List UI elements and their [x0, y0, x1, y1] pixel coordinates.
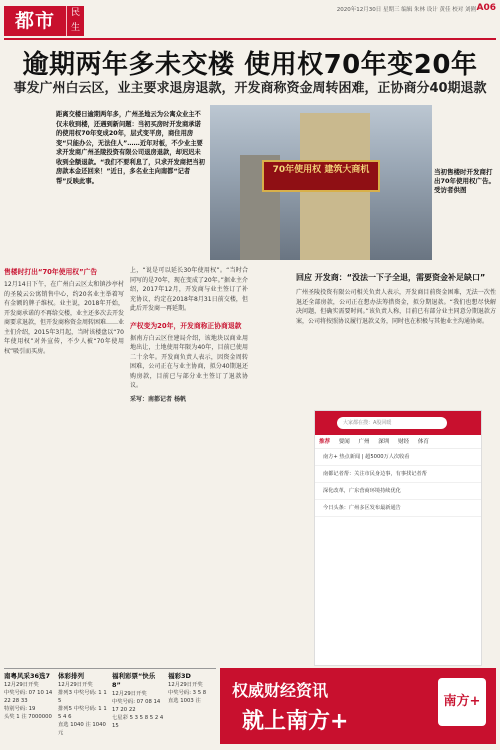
phone-news-item: 南方+ 热点新闻 | 超5000万人次收看	[315, 449, 481, 466]
dateline: 2020年12月30日 星期三 编辑 朱林 设计 黄佳 校对 刘俐	[336, 7, 476, 13]
subheadline: 事发广州白云区，业主要求退房退款，开发商称资金周转困难，正协商分40期退款	[13, 81, 487, 96]
section-logo: 都市	[4, 6, 66, 36]
nanfang-plus-logo: 南方+	[438, 678, 486, 726]
phone-tab: 体育	[417, 439, 429, 445]
section-label: 民生	[66, 6, 84, 36]
masthead	[0, 0, 500, 44]
left-column	[4, 266, 124, 356]
lottery-block	[112, 672, 164, 730]
lottery-line: 12月29日开奖	[112, 691, 147, 697]
response-box	[296, 272, 496, 326]
lottery-line: 12月29日开奖	[168, 682, 203, 688]
phone-tab: 广州	[358, 439, 370, 445]
lottery-line: 排列3 中奖号码: 1 1 5	[58, 690, 107, 704]
phone-tab: 推荐	[319, 439, 331, 445]
lottery-title: 体彩排列	[58, 672, 84, 680]
phone-search-bar: 大家都在搜：A股回暖	[337, 417, 447, 429]
lottery-line: 头奖 1 注 7000000	[4, 714, 52, 720]
lottery-block	[168, 672, 216, 705]
phone-tab: 深圳	[378, 439, 390, 445]
photo-banner: 70年使用权 建筑大商机	[262, 160, 380, 192]
ad-line-2: 就上南方+	[242, 709, 349, 734]
mid-body-text-1: 上，“说是可以延长30年使用权”。“当时合同写的是70年，现在变成了20年。”据业主介绍，2017年12月，开发商与业主签订了补充协议，约定在2018年8月31日前交楼，但此后开发商一再延期。	[130, 267, 248, 312]
response-title: 回应 开发商：“没法一下子全退，需要资金补足缺口”	[296, 273, 486, 282]
lottery-line: 12月29日开奖	[4, 682, 39, 688]
lede-paragraph: 距离交楼日逾期两年多，广州圣地云为公寓众业主不仅未收到楼，还遇到新问题：当初买房时开发商承诺的使用权70年变成20年，层式变平房，商住用房变“只能办公，无法住人”……近年对板，不少业主要求开发商广州圣陵投资有限公司退房退款，却迟迟未收到全额退款。“我们不要利息了，只求开发商把当初房款本金还回来！”近日，多名业主向南都“记者帮”反映此事。	[56, 111, 205, 185]
ad-line-1: 权威财经资讯	[232, 681, 329, 700]
headline: 逾期两年多未交楼 使用权70年变20年	[22, 50, 478, 80]
lottery-title: 福利彩票“快乐8”	[112, 672, 156, 689]
response-text: 广州圣陵投资有限公司相关负责人表示，开发商目前资金困难，无法一次性退还全部房款，公司正在想办法筹措资金，拟分期退款。“我们也想尽快解决问题，但确实需要时间。”该负责人称，目前已有部分业主同意分期退款方案，公司将按照协议履行退款义务，同时也在积极与其他业主沟通协商。	[296, 289, 496, 325]
phone-tabs	[315, 435, 481, 449]
lottery-title: 福彩3D	[168, 672, 191, 680]
byline: 采写：南都记者 杨帆	[130, 395, 187, 403]
lottery-line: 七星彩 5 3 5 8 5 2 4 15	[112, 715, 164, 729]
lottery-line: 中奖号码: 07 10 14 22 28 33	[4, 690, 53, 704]
left-body-text: 12月14日下午，在广州白云区太和镇沙亭村的圣陵云公寓销售中心，约20名业主举着写有金额的牌子维权。业主说，2018年开始，开发商承诺的不再给交楼，业主还多次去开发商要求退款，但开发商称资金周转困难……业主们介绍，2015年3月起，当时该楼盘以“70年使用权”对外宣传，不少人被“70年使用权”吸引而买房。	[4, 281, 125, 355]
advertisement[interactable]	[220, 668, 496, 744]
left-section-title: 售楼时打出“70年使用权”广告	[4, 268, 98, 276]
lottery-line: 中奖号码: 07 08 14 17 20 22	[112, 699, 161, 713]
phone-mockup	[314, 410, 482, 666]
phone-news-item: 今日头条：广州多区发布最新通告	[315, 500, 481, 517]
building-photo	[210, 105, 432, 260]
lottery-block	[4, 672, 54, 721]
lottery-line: 特别号码: 19	[4, 706, 36, 712]
lottery-line: 12月29日开奖	[58, 682, 93, 688]
lottery-line: 排列5 中奖号码: 1 1 5 4 6	[58, 706, 107, 720]
phone-tab: 要闻	[338, 439, 350, 445]
lottery-line: 直选 1003 注	[168, 698, 201, 704]
phone-tab: 财经	[398, 439, 410, 445]
lottery-title: 南粤风采36选7	[4, 672, 51, 680]
phone-news-item: 深化改革，广东营商环境持续优化	[315, 483, 481, 500]
lottery-line: 直选 1040 注 1040元	[58, 722, 106, 736]
lottery-area	[4, 668, 216, 746]
phone-news-item: 南都记者帮：关注市民身边事，有事找记者帮	[315, 466, 481, 483]
mid-section-title: 产权变为20年，开发商称正协商退款	[130, 321, 242, 330]
masthead-rule	[4, 38, 496, 40]
page-number: A06	[476, 3, 496, 13]
photo-caption: 当初售楼时开发商打出70年使用权广告。受访者供图	[434, 168, 496, 194]
lottery-block	[58, 672, 108, 737]
mid-body-text-2: 据南方白云区住建局介绍，该地块以商业用地出让，土地使用年限为40年，目前已使用二十余年。开发商负责人表示，因资金周转困难，公司正在与业主协商，拟分40期退还购房款，目前已与部分业主签订了退款协议。	[130, 334, 248, 389]
middle-column	[130, 266, 248, 404]
phone-header	[315, 411, 481, 435]
lottery-line: 中奖号码: 3 5 8	[168, 690, 207, 696]
